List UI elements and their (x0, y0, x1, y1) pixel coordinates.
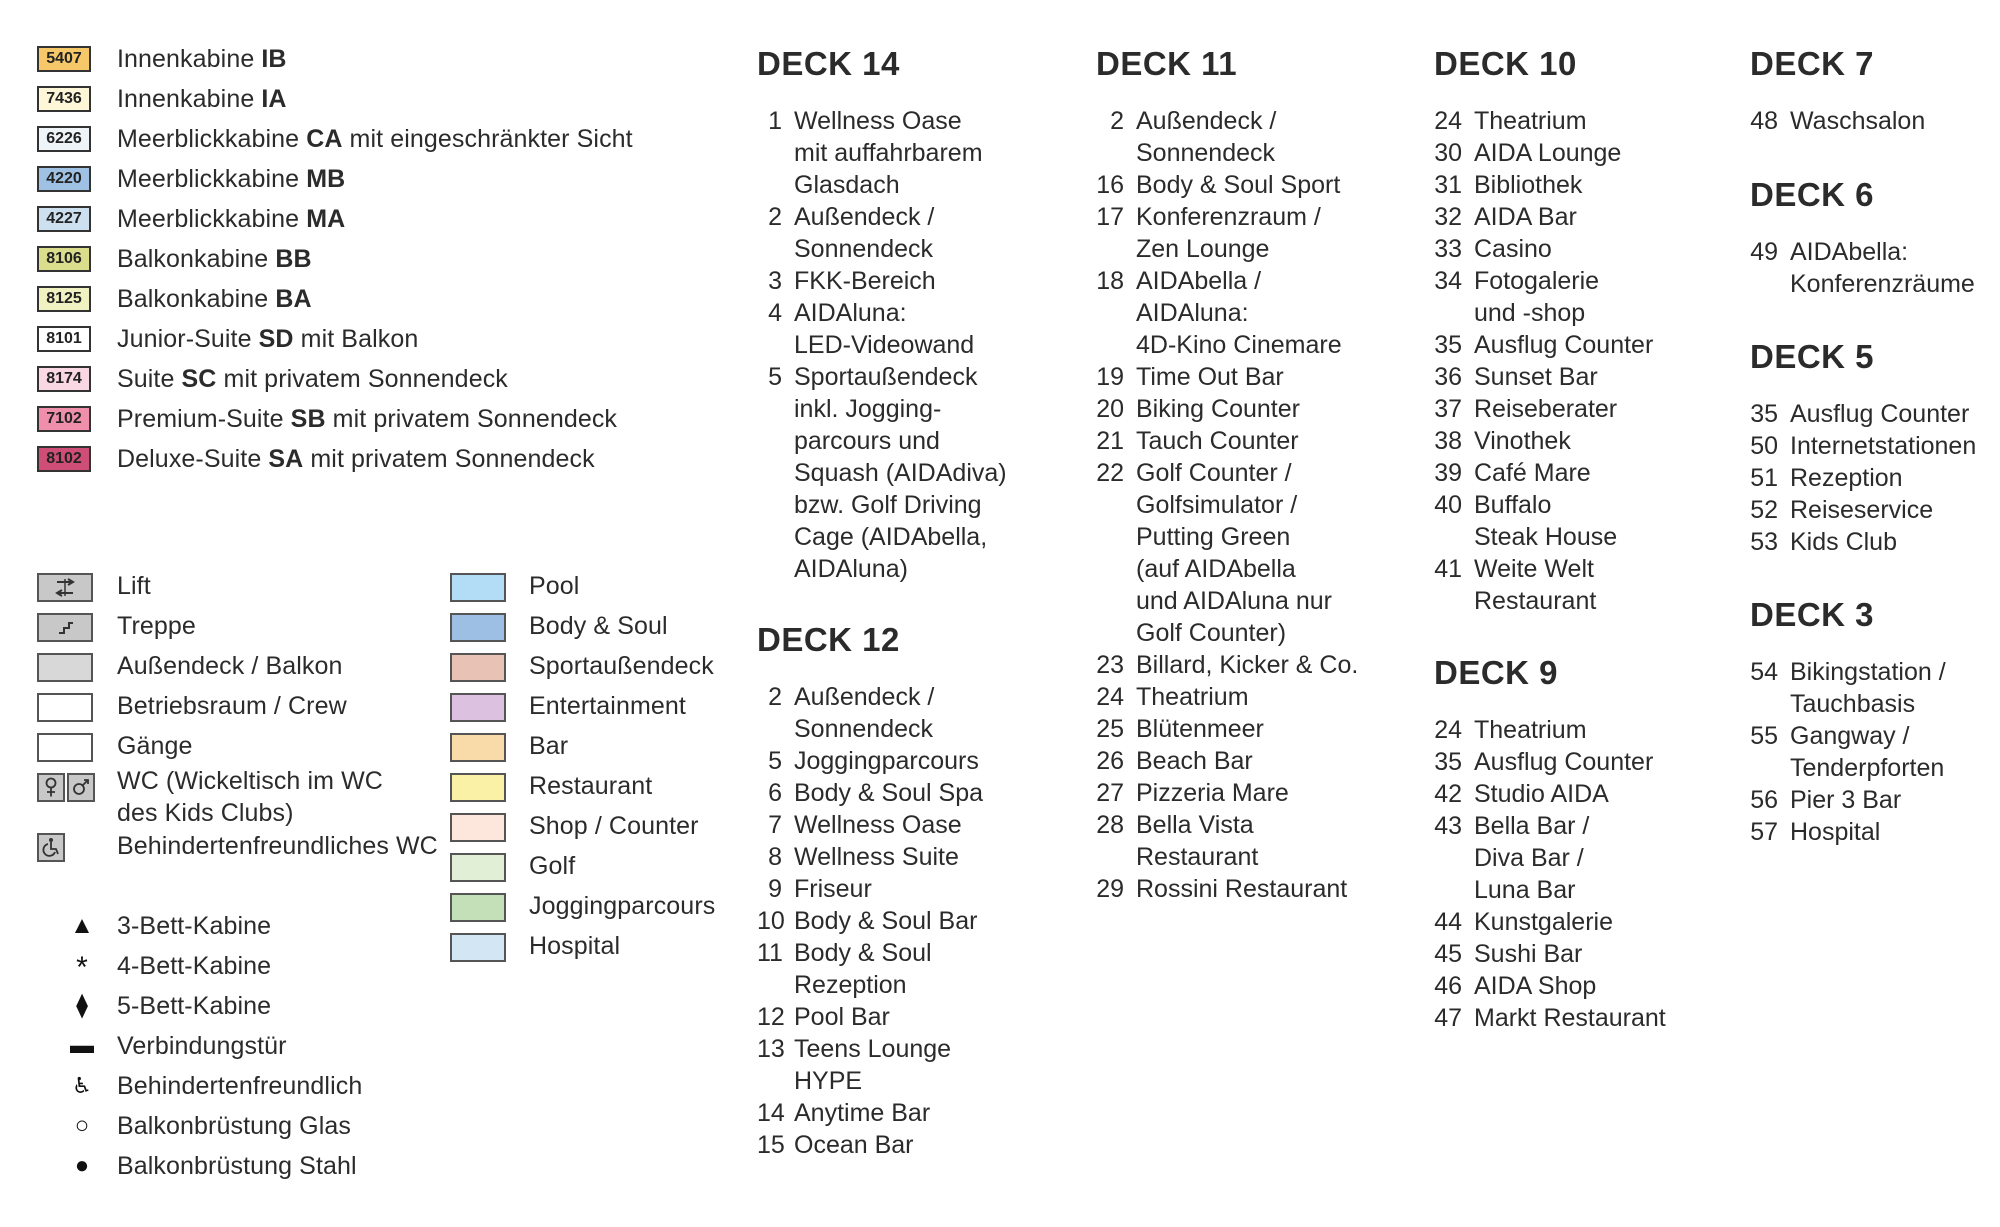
deck-entry (757, 841, 983, 873)
deck-entry-label: Body & Soul Spa (794, 779, 984, 807)
deck-entry-label: Theatrium (1474, 107, 1587, 135)
deck-entry (1434, 906, 1666, 938)
deck-entry-label: Bella Bar / Diva Bar / Luna Bar (1474, 812, 1590, 904)
deck-entry-number: 44 (1434, 908, 1462, 936)
pool-swatch (450, 573, 506, 602)
deck-entry (1434, 425, 1653, 457)
deck-entry-label: Pizzeria Mare (1136, 779, 1289, 807)
deck-entry (1096, 361, 1358, 393)
deck-6-title: DECK 6 (1750, 176, 1875, 213)
cabin-label: Meerblickkabine CA mit eingeschränkter Sicht (117, 125, 633, 153)
deck-entry (1750, 236, 1975, 300)
legend-label: Verbindungstür (117, 1032, 287, 1060)
legend-label: Body & Soul (529, 612, 668, 640)
deck-entry-label: Gangway / Tenderpforten (1790, 722, 1945, 782)
deck-entry-number: 26 (1096, 747, 1124, 775)
deck-entry-label: Reiseberater (1474, 395, 1618, 423)
deck-entry-number: 6 (768, 779, 782, 807)
cabin-label: Meerblickkabine MB (117, 165, 346, 193)
cabin-label: Premium-Suite SB mit privatem Sonnendeck (117, 405, 618, 433)
deck-entry-number: 5 (768, 747, 782, 775)
deck-entry-number: 35 (1434, 748, 1462, 776)
legend-label: Joggingparcours (529, 892, 716, 920)
deck-entry-number: 45 (1434, 940, 1462, 968)
deck-entry-label: Tauch Counter (1136, 427, 1299, 455)
legend-label: Außendeck / Balkon (117, 652, 343, 680)
legend-label: Betriebsraum / Crew (117, 692, 347, 720)
entertainment-swatch (450, 693, 506, 722)
deck-entry-number: 21 (1096, 427, 1124, 455)
deck-entry-number: 48 (1750, 107, 1778, 135)
deck-entry-number: 38 (1434, 427, 1462, 455)
deck-entry (1750, 430, 1976, 462)
accessible-wc-icon (37, 833, 65, 862)
deck-entry-number: 8 (768, 843, 782, 871)
deck-entry-number: 51 (1750, 464, 1778, 492)
deck-entry-number: 36 (1434, 363, 1462, 391)
deck-entry-number: 42 (1434, 780, 1462, 808)
deck-entry (1434, 778, 1666, 810)
deck-entry (1434, 746, 1666, 778)
deck-14-list (757, 105, 1007, 585)
deck-entry-number: 34 (1434, 267, 1462, 295)
deck-entry (1750, 105, 1925, 137)
deck-3-list (1750, 656, 1946, 848)
cabin-label: Suite SC mit privatem Sonnendeck (117, 365, 508, 393)
deck-entry-number: 28 (1096, 811, 1124, 839)
deck-entry (757, 873, 983, 905)
deck-entry (1434, 169, 1653, 201)
legend-label: Lift (117, 572, 151, 600)
deck-entry-label: Casino (1474, 235, 1552, 263)
deck-entry-number: 5 (768, 363, 782, 391)
deck-entry-label: Ausflug Counter (1474, 748, 1654, 776)
deck-10-title: DECK 10 (1434, 45, 1577, 82)
deck-entry-label: Body & Soul Rezeption (794, 939, 932, 999)
legend-label: Entertainment (529, 692, 686, 720)
deck-entry (1750, 720, 1946, 784)
deck-entry-number: 11 (757, 939, 783, 967)
stairs-icon (37, 613, 93, 642)
cabin-label: Balkonkabine BA (117, 285, 312, 313)
diamond-icon: ⧫ (76, 992, 88, 1019)
cabin-label: Meerblickkabine MA (117, 205, 346, 233)
deck-entry-number: 24 (1434, 107, 1462, 135)
asterisk-icon: * (76, 951, 88, 984)
legend-label: WC (Wickeltisch im WC des Kids Clubs) (117, 767, 383, 827)
body-soul-swatch (450, 613, 506, 642)
golf-swatch (450, 853, 506, 882)
deck-entry-label: Ausflug Counter (1790, 400, 1970, 428)
deck-9-title: DECK 9 (1434, 654, 1559, 691)
restaurant-swatch (450, 773, 506, 802)
legend-label: Behindertenfreundliches WC (117, 832, 438, 860)
deck-entry-label: Sushi Bar (1474, 940, 1583, 968)
deck-entry-label: Fotogalerie und -shop (1474, 267, 1600, 327)
deck-entry (1750, 462, 1976, 494)
deck-7-title: DECK 7 (1750, 45, 1875, 82)
legend-label: Shop / Counter (529, 812, 699, 840)
deck-entry-label: Pier 3 Bar (1790, 786, 1902, 814)
deck-entry-label: Billard, Kicker & Co. (1136, 651, 1359, 679)
deck-entry-label: Außendeck / Sonnendeck (794, 683, 935, 743)
deck-entry-label: Wellness Oase (794, 811, 962, 839)
wc-icon (37, 773, 95, 802)
deck-entry (1434, 105, 1653, 137)
deck-entry-label: Studio AIDA (1474, 780, 1609, 808)
deck-entry (1434, 201, 1653, 233)
deck-entry-label: Waschsalon (1790, 107, 1926, 135)
deck-entry-label: Buffalo Steak House (1474, 491, 1618, 551)
deck-entry (1096, 457, 1358, 649)
deck-entry-label: Body & Soul Bar (794, 907, 978, 935)
deck-entry-label: Rossini Restaurant (1136, 875, 1348, 903)
deck-entry (1096, 649, 1358, 681)
deck-entry (1096, 201, 1358, 265)
deck-entry (1434, 938, 1666, 970)
legend-label: Balkonbrüstung Glas (117, 1112, 351, 1140)
deck-entry (1096, 809, 1358, 873)
deck-entry-label: Wellness Suite (794, 843, 959, 871)
circle-filled-icon: ● (74, 1152, 90, 1179)
deck-entry-number: 22 (1096, 459, 1124, 487)
deck-entry (1096, 745, 1358, 777)
deck-entry (1434, 489, 1653, 553)
deck-entry-label: Café Mare (1474, 459, 1591, 487)
legend-label: Pool (529, 572, 580, 600)
cabin-label: Deluxe-Suite SA mit privatem Sonnendeck (117, 445, 595, 473)
cabin-label: Balkonkabine BB (117, 245, 312, 273)
legend-label: Behindertenfreundlich (117, 1072, 363, 1100)
deck-entry (757, 265, 1007, 297)
deck-entry-label: Theatrium (1136, 683, 1249, 711)
legend-label: Bar (529, 732, 569, 760)
deck-entry-label: Markt Restaurant (1474, 1004, 1666, 1032)
deck-entry (1750, 816, 1946, 848)
deck-entry-label: AIDAbella: Konferenzräume (1790, 238, 1975, 298)
deck-12-title: DECK 12 (757, 621, 900, 658)
legend-label: Sportaußendeck (529, 652, 714, 680)
deck-entry (1434, 233, 1653, 265)
legend-label: 4-Bett-Kabine (117, 952, 272, 980)
cabin-code-badge: 8174 (37, 366, 91, 392)
deck-entry (1750, 398, 1976, 430)
deck-entry-number: 3 (768, 267, 782, 295)
deck-entry-label: Vinothek (1474, 427, 1571, 455)
cabin-label: Innenkabine IB (117, 45, 287, 73)
deck-entry (757, 1097, 983, 1129)
deck-entry (1434, 393, 1653, 425)
connecting-door-icon: ▬ (70, 1032, 94, 1059)
deck-entry-number: 35 (1434, 331, 1462, 359)
cabin-code-badge: 7436 (37, 86, 91, 112)
deck-entry-number: 30 (1434, 139, 1462, 167)
deck-11-title: DECK 11 (1096, 45, 1238, 82)
deck-entry (757, 297, 1007, 361)
deck-entry-label: Bikingstation / Tauchbasis (1790, 658, 1946, 718)
deck-entry-label: AIDA Lounge (1474, 139, 1622, 167)
deck-11-list (1096, 105, 1358, 905)
deck-entry-label: Ocean Bar (794, 1131, 914, 1159)
deck-entry-number: 1 (768, 107, 782, 135)
circle-outline-icon: ○ (74, 1112, 90, 1139)
deck-entry-number: 37 (1434, 395, 1462, 423)
deck-entry (1096, 681, 1358, 713)
deck-entry-label: Joggingparcours (794, 747, 979, 775)
deck-entry (757, 1129, 983, 1161)
deck-entry-number: 19 (1096, 363, 1124, 391)
deck-5-title: DECK 5 (1750, 338, 1875, 375)
deck-entry-number: 4 (768, 299, 782, 327)
deck-entry-number: 29 (1096, 875, 1124, 903)
deck-entry (1096, 425, 1358, 457)
deck-entry (757, 201, 1007, 265)
deck-entry-number: 13 (757, 1035, 785, 1063)
deck-entry-label: Beach Bar (1136, 747, 1253, 775)
deck-entry-number: 2 (768, 203, 782, 231)
deck-entry-label: Rezeption (1790, 464, 1903, 492)
deck-entry-number: 46 (1434, 972, 1462, 1000)
deck-7-list (1750, 105, 1925, 137)
deck-entry-number: 25 (1096, 715, 1124, 743)
cabin-code-badge: 6226 (37, 126, 91, 152)
deck-entry-label: Konferenzraum / Zen Lounge (1136, 203, 1321, 263)
deck-entry (757, 681, 983, 745)
deck-entry-label: Bibliothek (1474, 171, 1583, 199)
deck-entry-number: 15 (757, 1131, 785, 1159)
deck-entry (1750, 784, 1946, 816)
corridor-swatch (37, 733, 93, 762)
deck-entry-label: Außendeck / Sonnendeck (1136, 107, 1277, 167)
deck-entry (1434, 457, 1653, 489)
deck-entry-number: 12 (757, 1003, 785, 1031)
cabin-code-badge: 5407 (37, 46, 91, 72)
deck-entry-label: Bella Vista Restaurant (1136, 811, 1259, 871)
deck-entry (757, 745, 983, 777)
deck-entry-number: 49 (1750, 238, 1778, 266)
deck-entry-number: 47 (1434, 1004, 1462, 1032)
deck-entry-number: 52 (1750, 496, 1778, 524)
deck-entry-number: 27 (1096, 779, 1124, 807)
deck-entry (1750, 656, 1946, 720)
deck-entry (757, 809, 983, 841)
deck-entry (1750, 526, 1976, 558)
deck-entry-label: Friseur (794, 875, 872, 903)
deck-entry-number: 18 (1096, 267, 1124, 295)
deck-entry-number: 9 (768, 875, 782, 903)
deck-entry (1434, 553, 1653, 617)
deck-entry-label: Sportaußendeck inkl. Jogging- parcours und Squash (AIDAdiva) bzw. Golf Driving Cage (AIDAbella, AIDAluna) (794, 363, 1007, 583)
cabin-code-badge: 8106 (37, 246, 91, 272)
deck-entry-number: 24 (1096, 683, 1124, 711)
deck-entry (757, 777, 983, 809)
deck-entry-label: Golf Counter / Golfsimulator / Putting Green (auf AIDAbella und AIDAluna nur Golf Counter) (1136, 459, 1332, 647)
deck-entry-number: 20 (1096, 395, 1124, 423)
deck-entry (1434, 970, 1666, 1002)
deck-entry-label: Internetstationen (1790, 432, 1977, 460)
outer-deck-swatch (37, 653, 93, 682)
deck-entry-label: FKK-Bereich (794, 267, 936, 295)
deck-entry-label: AIDA Bar (1474, 203, 1577, 231)
deck-entry-number: 32 (1434, 203, 1462, 231)
deck-entry (1434, 714, 1666, 746)
deck-entry-label: Außendeck / Sonnendeck (794, 203, 935, 263)
deck-3-title: DECK 3 (1750, 596, 1875, 633)
deck-entry (1096, 105, 1358, 169)
deck-entry (757, 1033, 983, 1097)
deck-entry-number: 41 (1434, 555, 1462, 583)
deck-entry (1096, 393, 1358, 425)
jogging-swatch (450, 893, 506, 922)
legend-label: Gänge (117, 732, 193, 760)
deck-entry-label: Pool Bar (794, 1003, 890, 1031)
deck-entry (1434, 265, 1653, 329)
deck-entry-number: 50 (1750, 432, 1778, 460)
deck-entry-number: 54 (1750, 658, 1778, 686)
lift-icon (37, 573, 93, 602)
deck-entry (757, 937, 983, 1001)
deck-entry (1434, 137, 1653, 169)
deck-entry (1096, 265, 1358, 361)
sport-deck-swatch (450, 653, 506, 682)
deck-entry-number: 33 (1434, 235, 1462, 263)
deck-entry-number: 24 (1434, 716, 1462, 744)
legend-label: 5-Bett-Kabine (117, 992, 272, 1020)
deck-entry-number: 16 (1096, 171, 1124, 199)
deck-entry-number: 35 (1750, 400, 1778, 428)
cabin-code-badge: 4227 (37, 206, 91, 232)
deck-entry-number: 23 (1096, 651, 1124, 679)
deck-entry-label: Body & Soul Sport (1136, 171, 1341, 199)
deck-entry (757, 905, 983, 937)
deck-entry-number: 40 (1434, 491, 1462, 519)
deck-entry-label: Theatrium (1474, 716, 1587, 744)
deck-entry-number: 2 (1110, 107, 1124, 135)
deck-entry-label: Hospital (1790, 818, 1881, 846)
deck-entry-number: 17 (1096, 203, 1124, 231)
cabin-label: Junior-Suite SD mit Balkon (117, 325, 419, 353)
deck-entry-label: Ausflug Counter (1474, 331, 1654, 359)
deck-entry (1096, 777, 1358, 809)
deck-entry-label: AIDAbella / AIDAluna: 4D-Kino Cinemare (1136, 267, 1342, 359)
deck-entry-label: Wellness Oase mit auffahrbarem Glasdach (794, 107, 983, 199)
cabin-code-badge: 8102 (37, 446, 91, 472)
legend-label: Balkonbrüstung Stahl (117, 1152, 357, 1180)
crew-area-swatch (37, 693, 93, 722)
deck-entry-label: Blütenmeer (1136, 715, 1264, 743)
bar-swatch (450, 733, 506, 762)
deck-entry (1434, 329, 1653, 361)
deck-entry (1434, 361, 1653, 393)
deck-entry-number: 31 (1434, 171, 1462, 199)
deck-entry-number: 43 (1434, 812, 1462, 840)
deck-entry-label: Reiseservice (1790, 496, 1934, 524)
legend-label: Treppe (117, 612, 196, 640)
cabin-code-badge: 8125 (37, 286, 91, 312)
cabin-code-badge: 8101 (37, 326, 91, 352)
deck-entry-label: Teens Lounge HYPE (794, 1035, 952, 1095)
deck-entry-label: Biking Counter (1136, 395, 1300, 423)
deck-entry-number: 10 (757, 907, 785, 935)
triangle-icon: ▲ (70, 912, 94, 939)
legend-label: 3-Bett-Kabine (117, 912, 272, 940)
deck-entry-number: 56 (1750, 786, 1778, 814)
deck-5-list (1750, 398, 1976, 558)
deck-entry-number: 7 (768, 811, 782, 839)
legend-label: Restaurant (529, 772, 653, 800)
shop-counter-swatch (450, 813, 506, 842)
deck-entry-number: 55 (1750, 722, 1778, 750)
deck-14-title: DECK 14 (757, 45, 900, 82)
deck-entry (1096, 169, 1358, 201)
deck-entry-label: Kids Club (1790, 528, 1897, 556)
deck-entry-number: 53 (1750, 528, 1778, 556)
deck-entry (1096, 713, 1358, 745)
deck-9-list (1434, 714, 1666, 1034)
deck-10-list (1434, 105, 1653, 617)
hospital-swatch (450, 933, 506, 962)
deck-entry-number: 14 (757, 1099, 785, 1127)
cabin-label: Innenkabine IA (117, 85, 287, 113)
deck-entry-number: 2 (768, 683, 782, 711)
accessible-icon: ♿ (72, 1073, 92, 1098)
deck-entry-number: 57 (1750, 818, 1778, 846)
cabin-code-badge: 4220 (37, 166, 91, 192)
deck-entry-label: Sunset Bar (1474, 363, 1598, 391)
deck-entry-label: Kunstgalerie (1474, 908, 1613, 936)
deck-entry (757, 105, 1007, 201)
deck-entry-label: Time Out Bar (1136, 363, 1284, 391)
deck-12-list (757, 681, 983, 1161)
deck-entry (757, 361, 1007, 585)
deck-entry (1434, 1002, 1666, 1034)
deck-entry (1096, 873, 1358, 905)
deck-entry-label: AIDA Shop (1474, 972, 1597, 1000)
deck-entry-label: Weite Welt Restaurant (1474, 555, 1597, 615)
deck-entry (1434, 810, 1666, 906)
deck-entry-label: AIDAluna: LED-Videowand (794, 299, 975, 359)
deck-6-list (1750, 236, 1975, 300)
cabin-code-badge: 7102 (37, 406, 91, 432)
deck-entry-label: Anytime Bar (794, 1099, 931, 1127)
legend-label: Hospital (529, 932, 621, 960)
legend-label: Golf (529, 852, 576, 880)
deck-entry (757, 1001, 983, 1033)
deck-entry (1750, 494, 1976, 526)
deck-entry-number: 39 (1434, 459, 1462, 487)
